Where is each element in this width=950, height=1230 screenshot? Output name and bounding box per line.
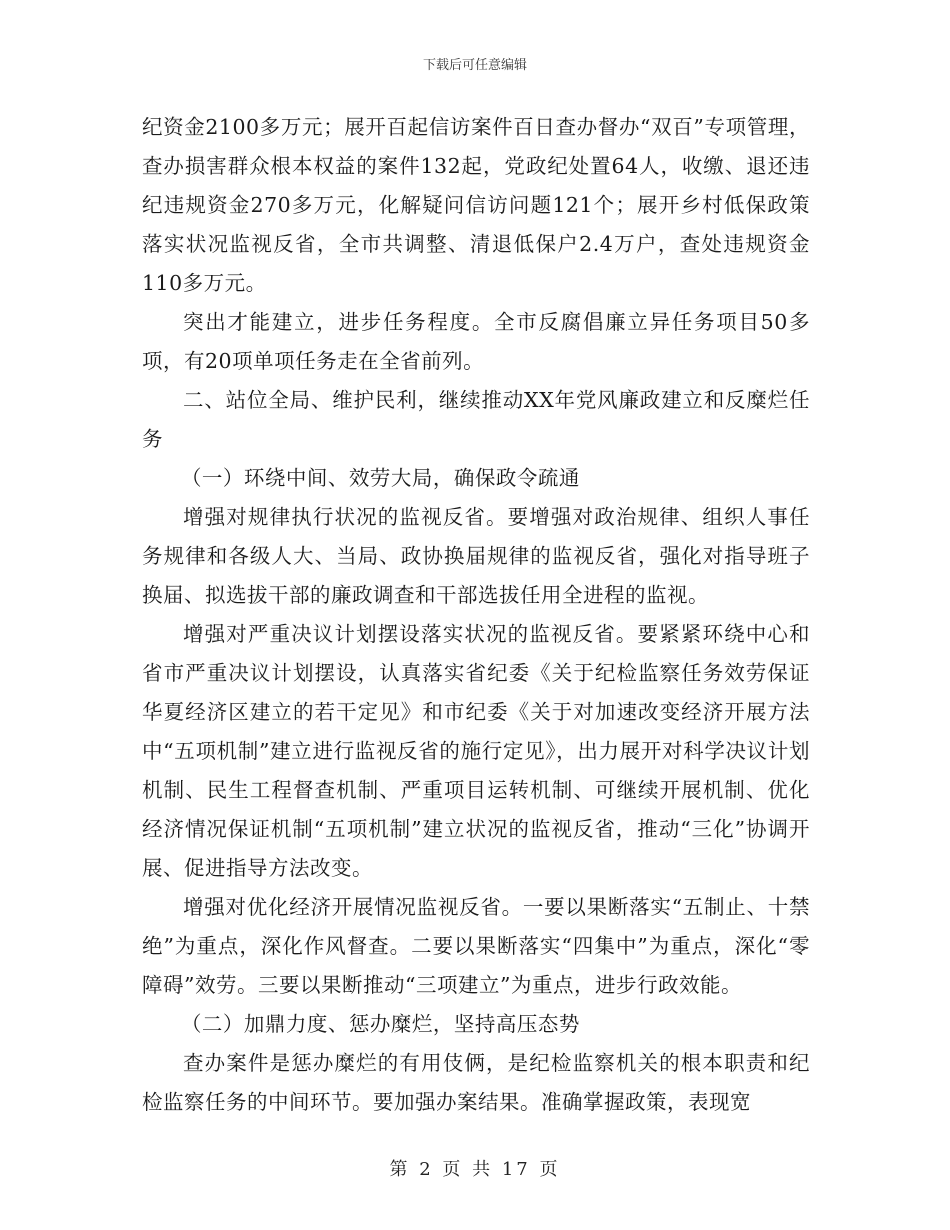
- paragraph: 查办案件是惩办糜烂的有用伎俩，是纪检监察机关的根本职责和纪检监察任务的中间环节。要加强办案结果。准确掌握政策，表现宽: [142, 1051, 810, 1114]
- page-header: 下载后可任意编辑: [422, 58, 527, 73]
- page-footer: 第 2 页 共 17 页: [389, 1159, 561, 1180]
- paragraph: 增强对优化经济开展情况监视反省。一要以果断落实“五制止、十禁绝”为重点，深化作风督查。二要以果断落实“四集中”为重点，深化“零障碍”效劳。三要以果断推动“三项建立”为重点，进步行政效能。: [142, 895, 810, 997]
- paragraph: 增强对规律执行状况的监视反省。要增强对政治规律、组织人事任务规律和各级人大、当局、政协换届规律的监视反省，强化对指导班子换届、拟选拔干部的廉政调查和干部选拔任用全进程的监视。: [142, 505, 810, 607]
- subsection-heading: （二）加鼎力度、惩办糜烂，坚持高压态势: [180, 1012, 580, 1036]
- paragraph: 纪资金2100多万元；展开百起信访案件百日查办督办“双百”专项管理，查办损害群众根本权益的案件132起，党政纪处置64人，收缴、退还违纪违规资金270多万元，化解疑问信访问题121个；展开乡村低保政策落实状况监视反省，全市共调整、清退低保户2.4万户，查处违规资金110多万元。: [142, 115, 810, 295]
- paragraph: 突出才能建立，进步任务程度。全市反腐倡廉立异任务项目50多项，有20项单项任务走在全省前列。: [142, 310, 810, 373]
- subsection-heading: （一）环绕中间、效劳大局，确保政令疏通: [180, 466, 580, 490]
- body-text: [142, 108, 810, 1122]
- section-heading: 二、站位全局、维护民利，继续推动XX年党风廉政建立和反糜烂任务: [142, 388, 810, 451]
- paragraph: 增强对严重决议计划摆设落实状况的监视反省。要紧紧环绕中心和省市严重决议计划摆设，认真落实省纪委《关于纪检监察任务效劳保证华夏经济区建立的若干定见》和市纪委《关于对加速改变经济开展方法中“五项机制”建立进行监视反省的施行定见》，出力展开对科学决议计划机制、民生工程督查机制、严重项目运转机制、可继续开展机制、优化经济情况保证机制“五项机制”建立状况的监视反省，推动“三化”协调开展、促进指导方法改变。: [142, 622, 810, 880]
